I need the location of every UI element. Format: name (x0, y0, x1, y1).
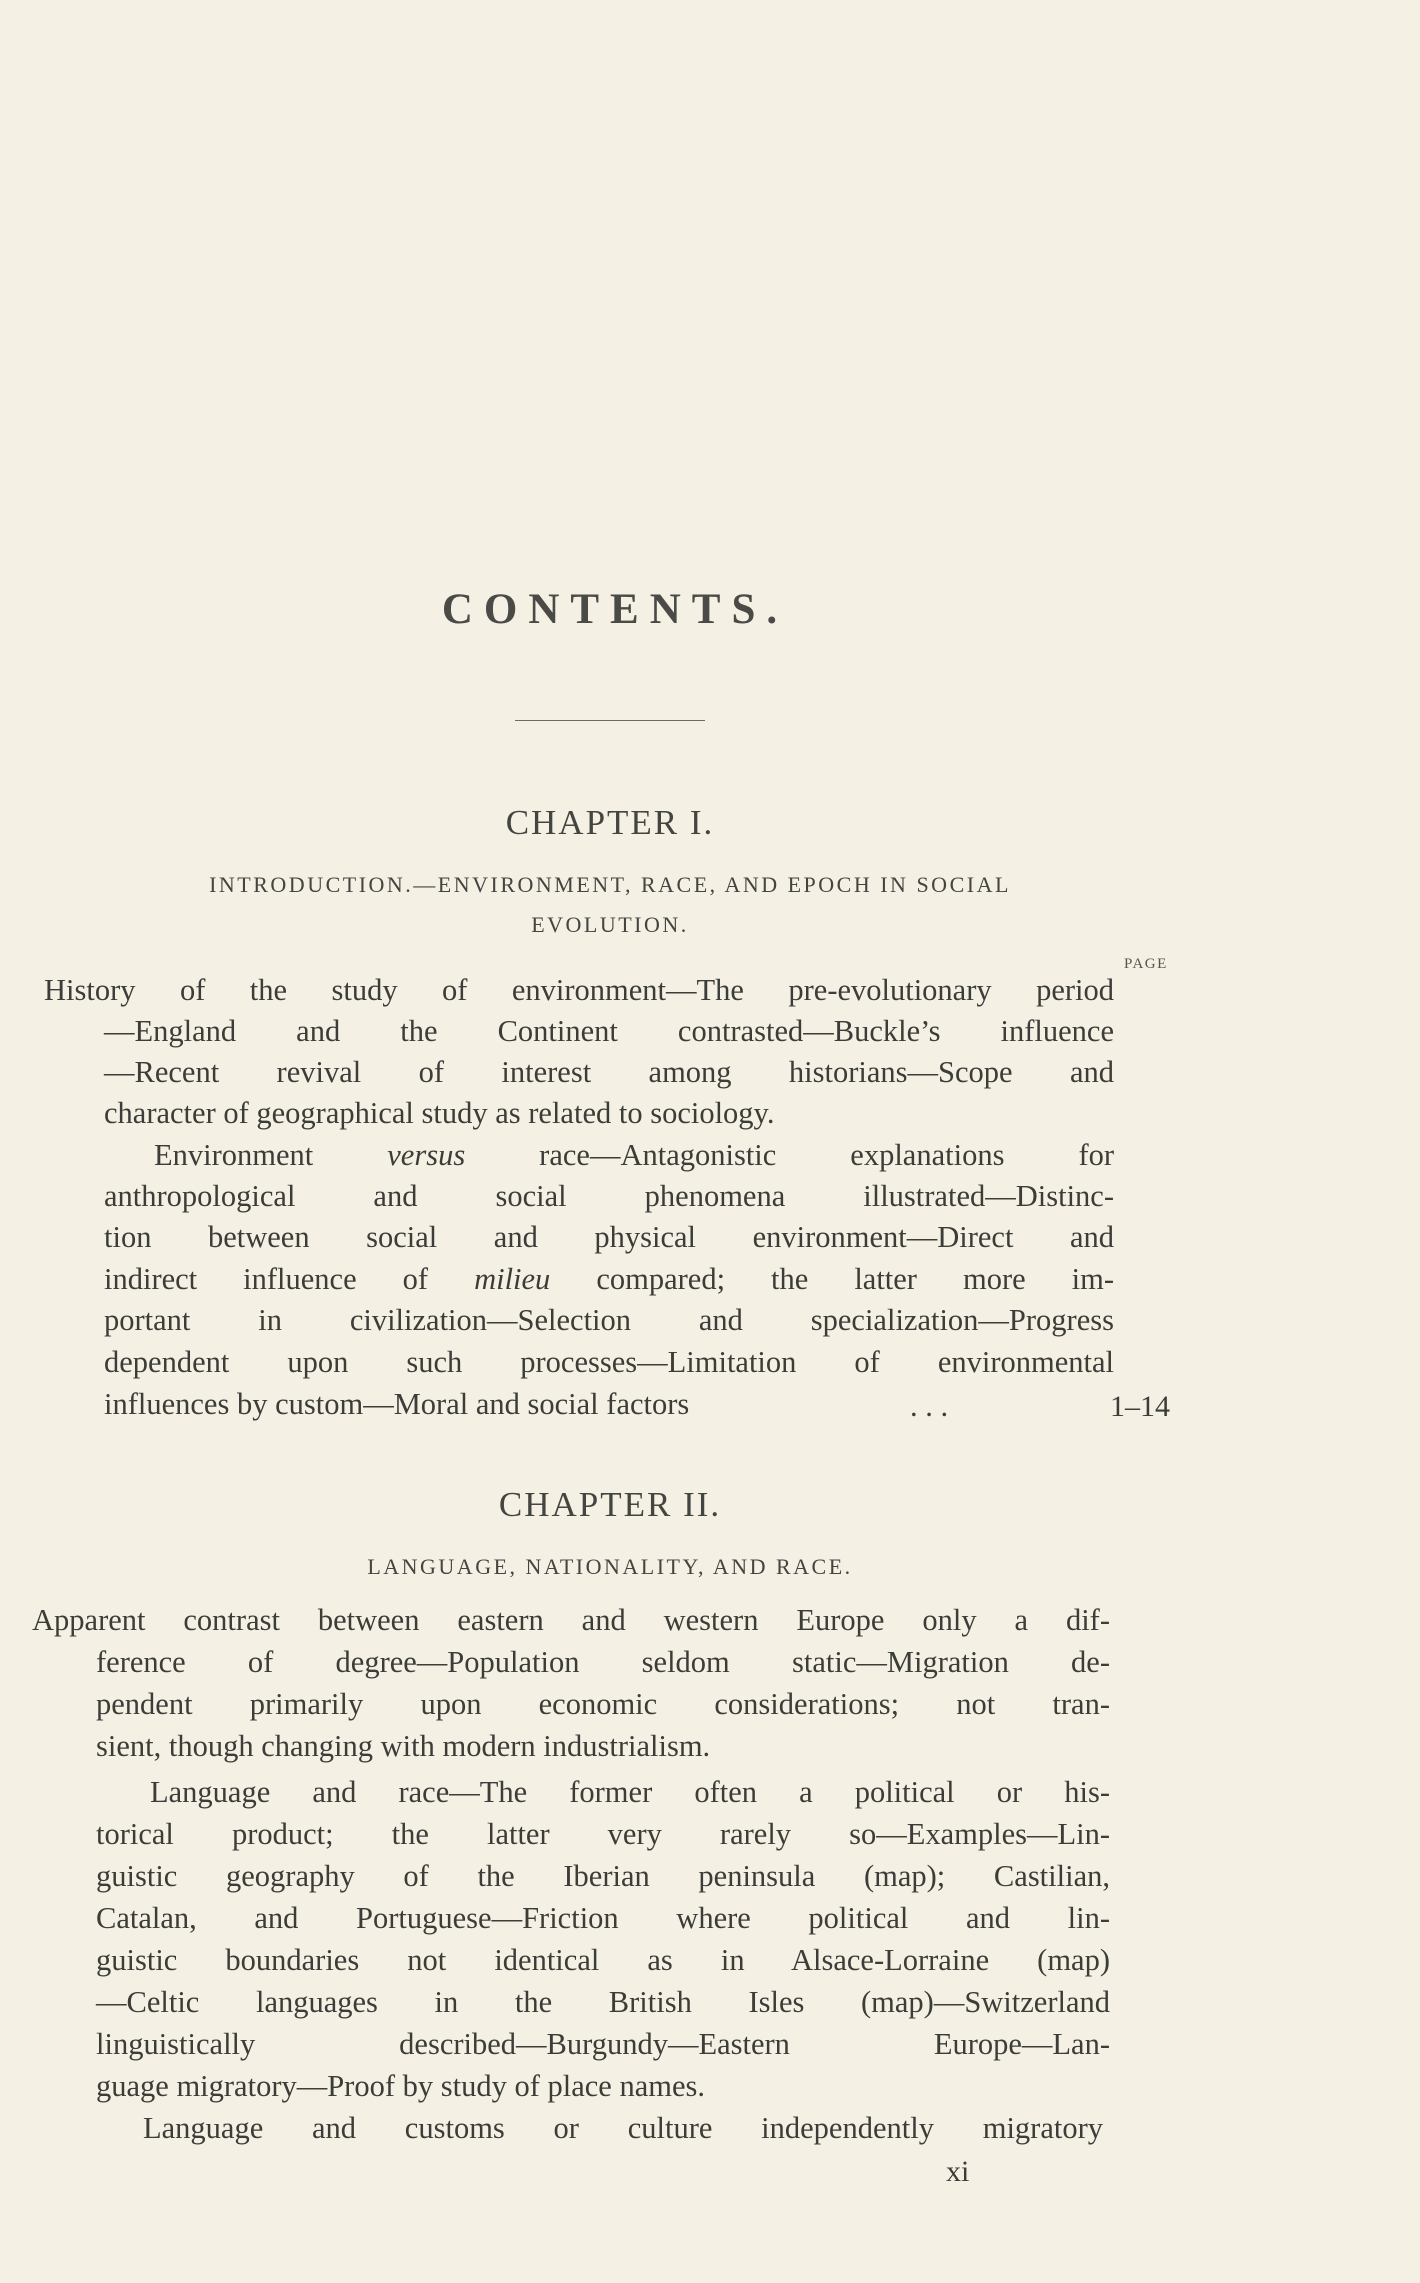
chapter-1-para-2-line: tion between social and physical environment—Direct and (104, 1220, 1114, 1254)
chapter-2-para-2-line: Language and race—The former often a political or his- (150, 1775, 1110, 1809)
chapter-2-para-2-line: —Celtic languages in the British Isles (map)—Switzerland (96, 1985, 1110, 2019)
chapter-2-para-1-line: Apparent contrast between eastern and western Europe only a dif- (32, 1603, 1110, 1637)
chapter-2-para-1-line: sient, though changing with modern industrialism. (96, 1729, 711, 1763)
italic-term-milieu: milieu (474, 1262, 551, 1296)
chapter-1-para-1-line: —Recent revival of interest among historians—Scope and (104, 1055, 1114, 1089)
chapter-2-para-1-line: pendent primarily upon economic considerations; not tran- (96, 1687, 1110, 1721)
chapter-1-para-2-last-line: influences by custom—Moral and social factors (104, 1387, 690, 1421)
chapter-1-subtitle-line-2: EVOLUTION. (531, 912, 689, 937)
chapter-1-para-1-line: —England and the Continent contrasted—Buckle’s influence (104, 1014, 1114, 1048)
chapter-2-para-3-line: Language and customs or culture independently migratory (143, 2111, 1103, 2145)
page-folio: xi (946, 2155, 970, 2188)
title-rule (515, 720, 705, 721)
chapter-1-para-2-line: dependent upon such processes—Limitation of environmental (104, 1345, 1114, 1379)
dot-leader: . . . (910, 1389, 949, 1423)
chapter-2-para-2-line: torical product; the latter very rarely so—Examples—Lin- (96, 1817, 1110, 1851)
chapter-1-para-2-line: portant in civilization—Selection and specialization—Progress (104, 1303, 1114, 1337)
chapter-1-heading: CHAPTER I. (505, 803, 715, 842)
chapter-2-para-2-line: guistic geography of the Iberian peninsula (map); Castilian, (96, 1859, 1110, 1893)
page-column-label: PAGE (1124, 956, 1168, 972)
chapter-1-para-2-line: anthropological and social phenomena illustrated—Distinc- (104, 1179, 1114, 1213)
chapter-2-subtitle: LANGUAGE, NATIONALITY, AND RACE. (367, 1554, 853, 1579)
chapter-2-heading: CHAPTER II. (498, 1485, 722, 1524)
italic-term-versus: versus (387, 1138, 466, 1172)
chapter-1-para-1-line: History of the study of environment—The pre-evolutionary period (44, 973, 1114, 1007)
chapter-1-para-2-line: Environment versus race—Antagonistic explanations for (154, 1138, 1115, 1172)
chapter-1-para-1-line: character of geographical study as related to sociology. (104, 1096, 775, 1130)
chapter-1-para-2-line: indirect influence of milieu compared; the latter more im- (104, 1262, 1115, 1296)
chapter-1-subtitle-line-1: INTRODUCTION.—ENVIRONMENT, RACE, AND EPOCH IN SOCIAL (209, 872, 1011, 897)
chapter-2-para-2-line: Catalan, and Portuguese—Friction where political and lin- (96, 1901, 1110, 1935)
chapter-2-para-2-line: linguistically described—Burgundy—Eastern Europe—Lan- (96, 2027, 1110, 2061)
chapter-1-page-range: 1–14 (1110, 1390, 1170, 1423)
chapter-2-para-2-line: guage migratory—Proof by study of place names. (96, 2069, 706, 2103)
contents-title: CONTENTS. (441, 586, 789, 633)
chapter-2-para-2-line: guistic boundaries not identical as in Alsace-Lorraine (map) (96, 1943, 1110, 1977)
chapter-2-para-1-line: ference of degree—Population seldom static—Migration de- (96, 1645, 1110, 1679)
